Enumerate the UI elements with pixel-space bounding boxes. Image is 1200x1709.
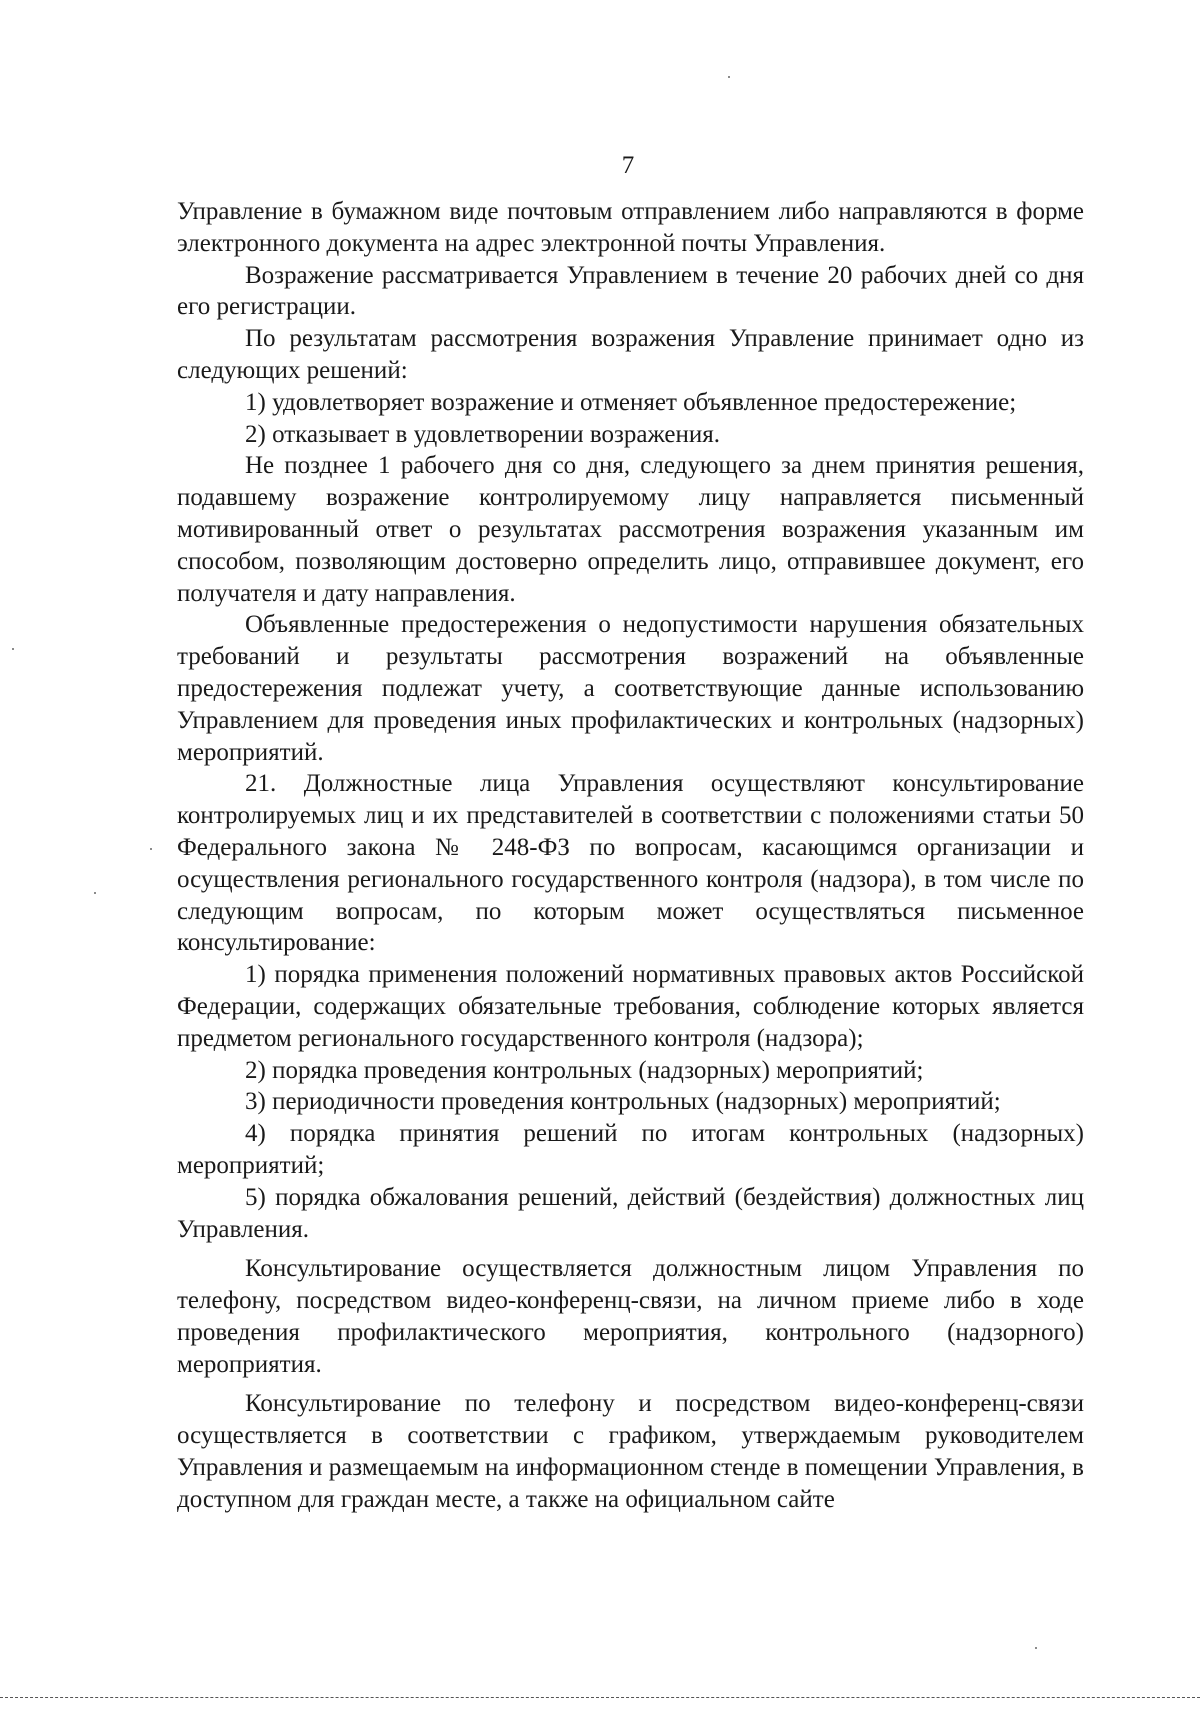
paragraph-objection-review-period: Возражение рассматривается Управлением в течение 20 рабочих дней со дня его регистрации. xyxy=(177,261,1084,321)
scan-speck xyxy=(728,76,730,78)
list-item-consult-4: 4) порядка принятия решений по итогам контрольных (надзорных) мероприятий; xyxy=(177,1120,1084,1179)
list-item-decision-2: 2) отказывает в удовлетворении возражения. xyxy=(245,420,720,448)
list-item-consult-5: 5) порядка обжалования решений, действий (бездействия) должностных лиц Управления. xyxy=(177,1183,1084,1243)
list-item-decision-1: 1) удовлетворяет возражение и отменяет объявленное предостережение; xyxy=(245,388,1017,416)
list-item-consult-1: 1) порядка применения положений нормативных правовых актов Российской Федерации, содержащих обязательные требования, соблюдение которых является предметом регионального государственного контроля (надзора); xyxy=(177,961,1084,1052)
paragraph-objection-decisions: По результатам рассмотрения возражения Управление принимает одно из следующих решений: xyxy=(177,325,1084,384)
scan-speck xyxy=(12,648,14,650)
page-number: 7 xyxy=(621,152,635,179)
list-item-consult-3: 3) периодичности проведения контрольных (надзорных) мероприятий; xyxy=(245,1088,1001,1116)
paragraph-consultation-schedule: Консультирование по телефону и посредством видео-конференц-связи осуществляется в соответствии с графиком, утверждаемым руководителем Управления и размещаемым на информационном стенде в помещении Управления, в доступном для граждан месте, а также на официальном сайте xyxy=(177,1390,1084,1513)
paragraph-consultation-methods: Консультирование осуществляется должностным лицом Управления по телефону, посредством видео-конференц-связи, на личном приеме либо в ходе проведения профилактического мероприятия, контрольного (надзорного) мероприятия. xyxy=(177,1255,1084,1378)
scan-speck xyxy=(1035,1647,1037,1649)
paragraph-section-21: 21. Должностные лица Управления осуществляют консультирование контролируемых лиц и их представителей в соответствии с положениями статьи 50 Федерального закона № 248-ФЗ по вопросам, касающимся организации и осуществления регионального государственного контроля (надзора), в том числе по следующим вопросам, по которым может осуществляться письменное консультирование: xyxy=(177,770,1084,957)
list-item-consult-2: 2) порядка проведения контрольных (надзорных) мероприятий; xyxy=(245,1056,924,1084)
paragraph-warnings-accounting: Объявленные предостережения о недопустимости нарушения обязательных требований и результаты рассмотрения возражений на объявленные предостережения подлежат учету, а соответствующие данные использованию Управлением для проведения иных профилактических и контрольных (надзорных) мероприятий. xyxy=(177,611,1084,766)
scan-speck xyxy=(94,892,96,894)
scan-bottom-edge xyxy=(0,1697,1200,1698)
paragraph-continuation: Управление в бумажном виде почтовым отправлением либо направляются в форме электронного документа на адрес электронной почты Управления. xyxy=(177,198,1084,257)
paragraph-response-deadline: Не позднее 1 рабочего дня со дня, следующего за днем принятия решения, подавшему возражение контролируемому лицу направляется письменный мотивированный ответ о результатах рассмотрения возражения указанным им способом, позволяющим достоверно определить лицо, отправившее документ, его получателя и дату направления. xyxy=(177,452,1084,607)
document-body xyxy=(177,196,1084,1516)
scan-speck xyxy=(150,848,152,850)
